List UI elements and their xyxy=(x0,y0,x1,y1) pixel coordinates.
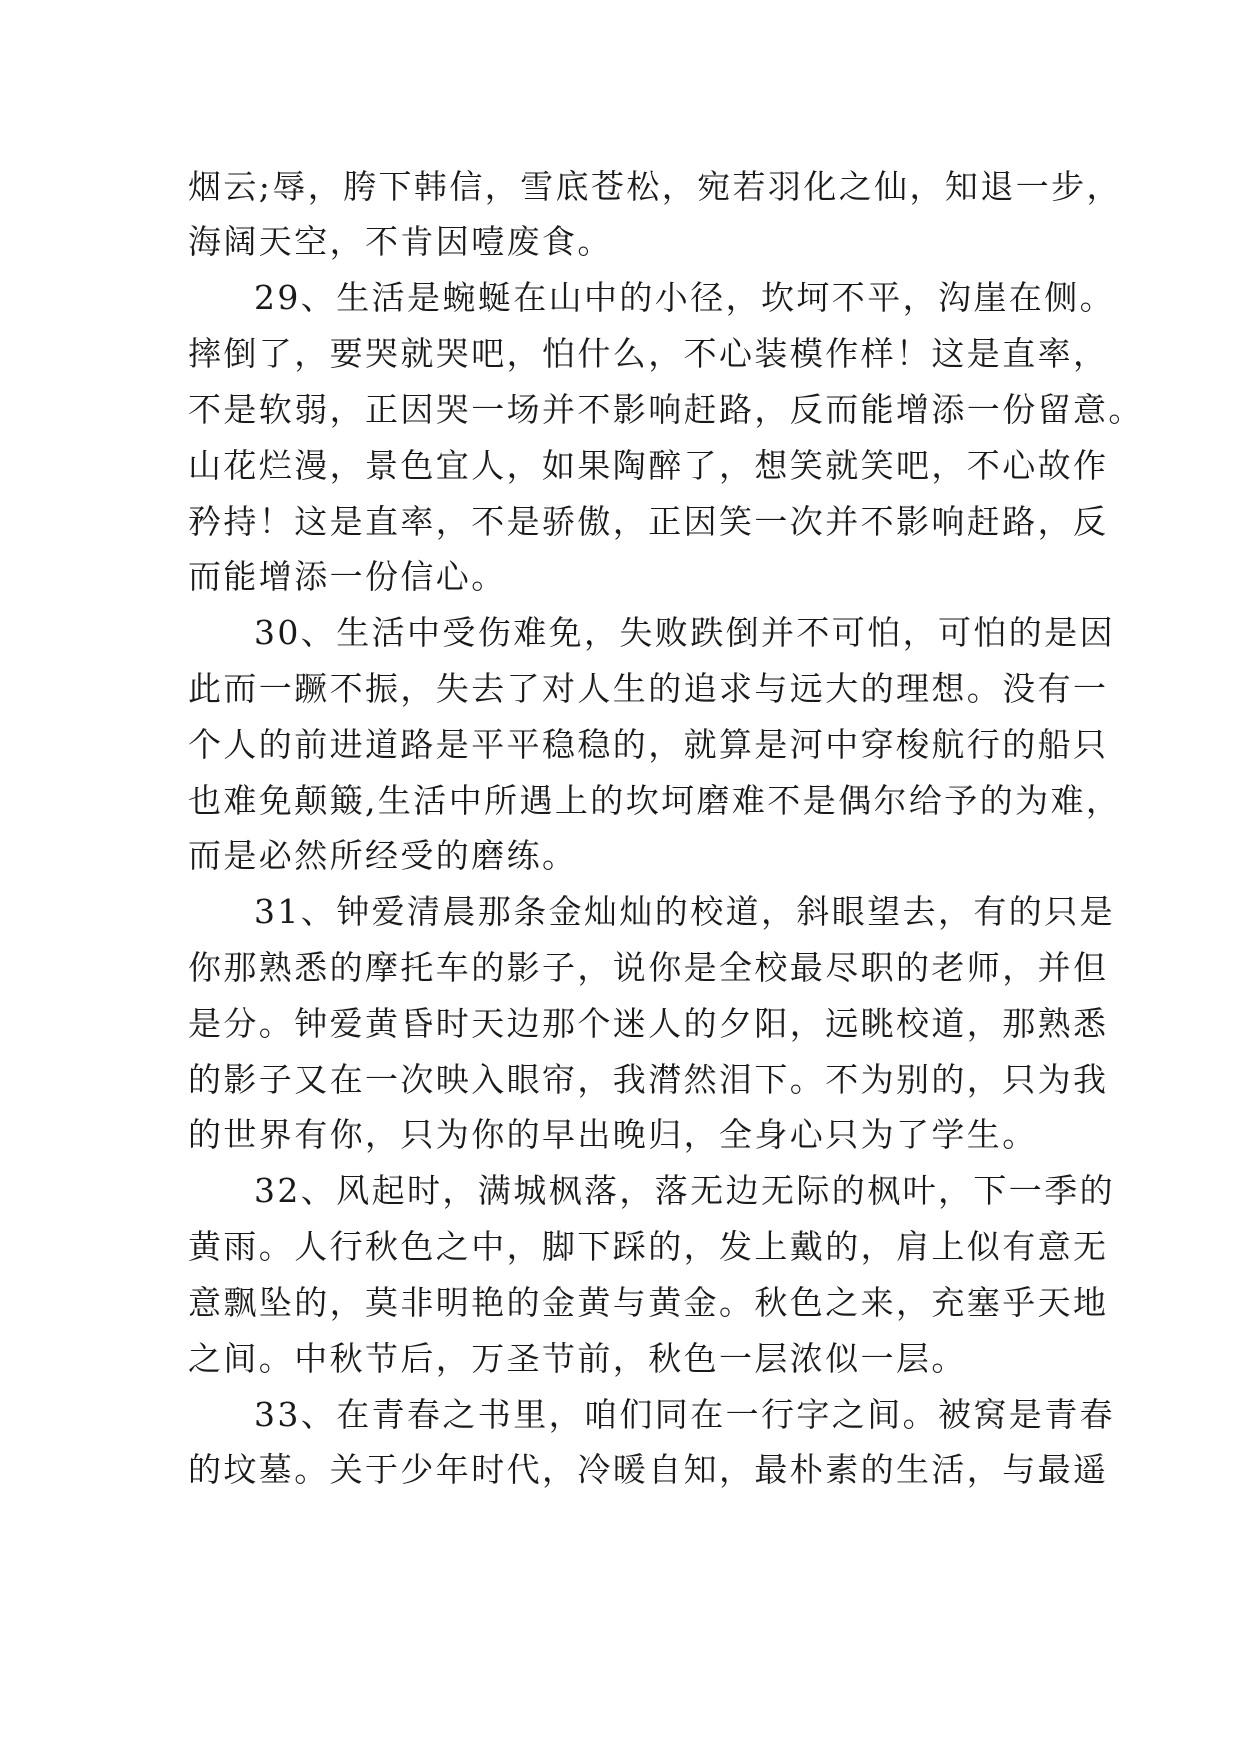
text-line: 摔倒了，要哭就哭吧，怕什么，不心装模作样！这是直率， xyxy=(188,334,1109,373)
text-line: 你那熟悉的摩托车的影子，说你是全校最尽职的老师，并但 xyxy=(188,948,1109,987)
text-line: 的世界有你，只为你的早出晚归，全身心只为了学生。 xyxy=(188,1115,1038,1154)
text-line: 矜持！这是直率，不是骄傲，正因笑一次并不影响赶路，反 xyxy=(188,502,1109,541)
text-line: 个人的前进道路是平平稳稳的，就算是河中穿梭航行的船只 xyxy=(188,725,1109,764)
text-line: 而能增添一份信心。 xyxy=(188,557,507,596)
paragraph-start-29: 29、生活是蜿蜒在山中的小径，坎坷不平，沟崖在侧。 xyxy=(254,278,1115,317)
paragraph-start-32: 32、风起时，满城枫落，落无边无际的枫叶，下一季的 xyxy=(254,1171,1115,1210)
text-line: 而是必然所经受的磨练。 xyxy=(188,836,578,875)
text-line: 之间。中秋节后，万圣节前，秋色一层浓似一层。 xyxy=(188,1339,967,1378)
text-line: 此而一蹶不振，失去了对人生的追求与远大的理想。没有一 xyxy=(188,669,1109,708)
text-line: 烟云;辱，胯下韩信，雪底苍松，宛若羽化之仙，知退一步， xyxy=(188,167,1122,206)
text-line: 海阔天空，不肯因噎废食。 xyxy=(188,222,613,261)
text-line: 不是软弱，正因哭一场并不影响赶路，反而能增添一份留意。 xyxy=(188,390,1144,429)
text-line: 也难免颠簸,生活中所遇上的坎坷磨难不是偶尔给予的为难， xyxy=(188,781,1122,820)
text-line: 山花烂漫，景色宜人，如果陶醉了，想笑就笑吧，不心故作 xyxy=(188,446,1109,485)
text-line: 意飘坠的，莫非明艳的金黄与黄金。秋色之来，充塞乎天地 xyxy=(188,1283,1109,1322)
paragraph-start-30: 30、生活中受伤难免，失败跌倒并不可怕，可怕的是因 xyxy=(254,613,1115,652)
paragraph-start-31: 31、钟爱清晨那条金灿灿的校道，斜眼望去，有的只是 xyxy=(254,892,1115,931)
text-line: 的影子又在一次映入眼帘，我潸然泪下。不为别的，只为我 xyxy=(188,1060,1109,1099)
text-line: 黄雨。人行秋色之中，脚下踩的，发上戴的，肩上似有意无 xyxy=(188,1227,1109,1266)
text-line: 是分。钟爱黄昏时天边那个迷人的夕阳，远眺校道，那熟悉 xyxy=(188,1004,1109,1043)
paragraph-start-33: 33、在青春之书里，咱们同在一行字之间。被窝是青春 xyxy=(254,1395,1115,1434)
text-line: 的坟墓。关于少年时代，冷暖自知，最朴素的生活，与最遥 xyxy=(188,1450,1109,1489)
